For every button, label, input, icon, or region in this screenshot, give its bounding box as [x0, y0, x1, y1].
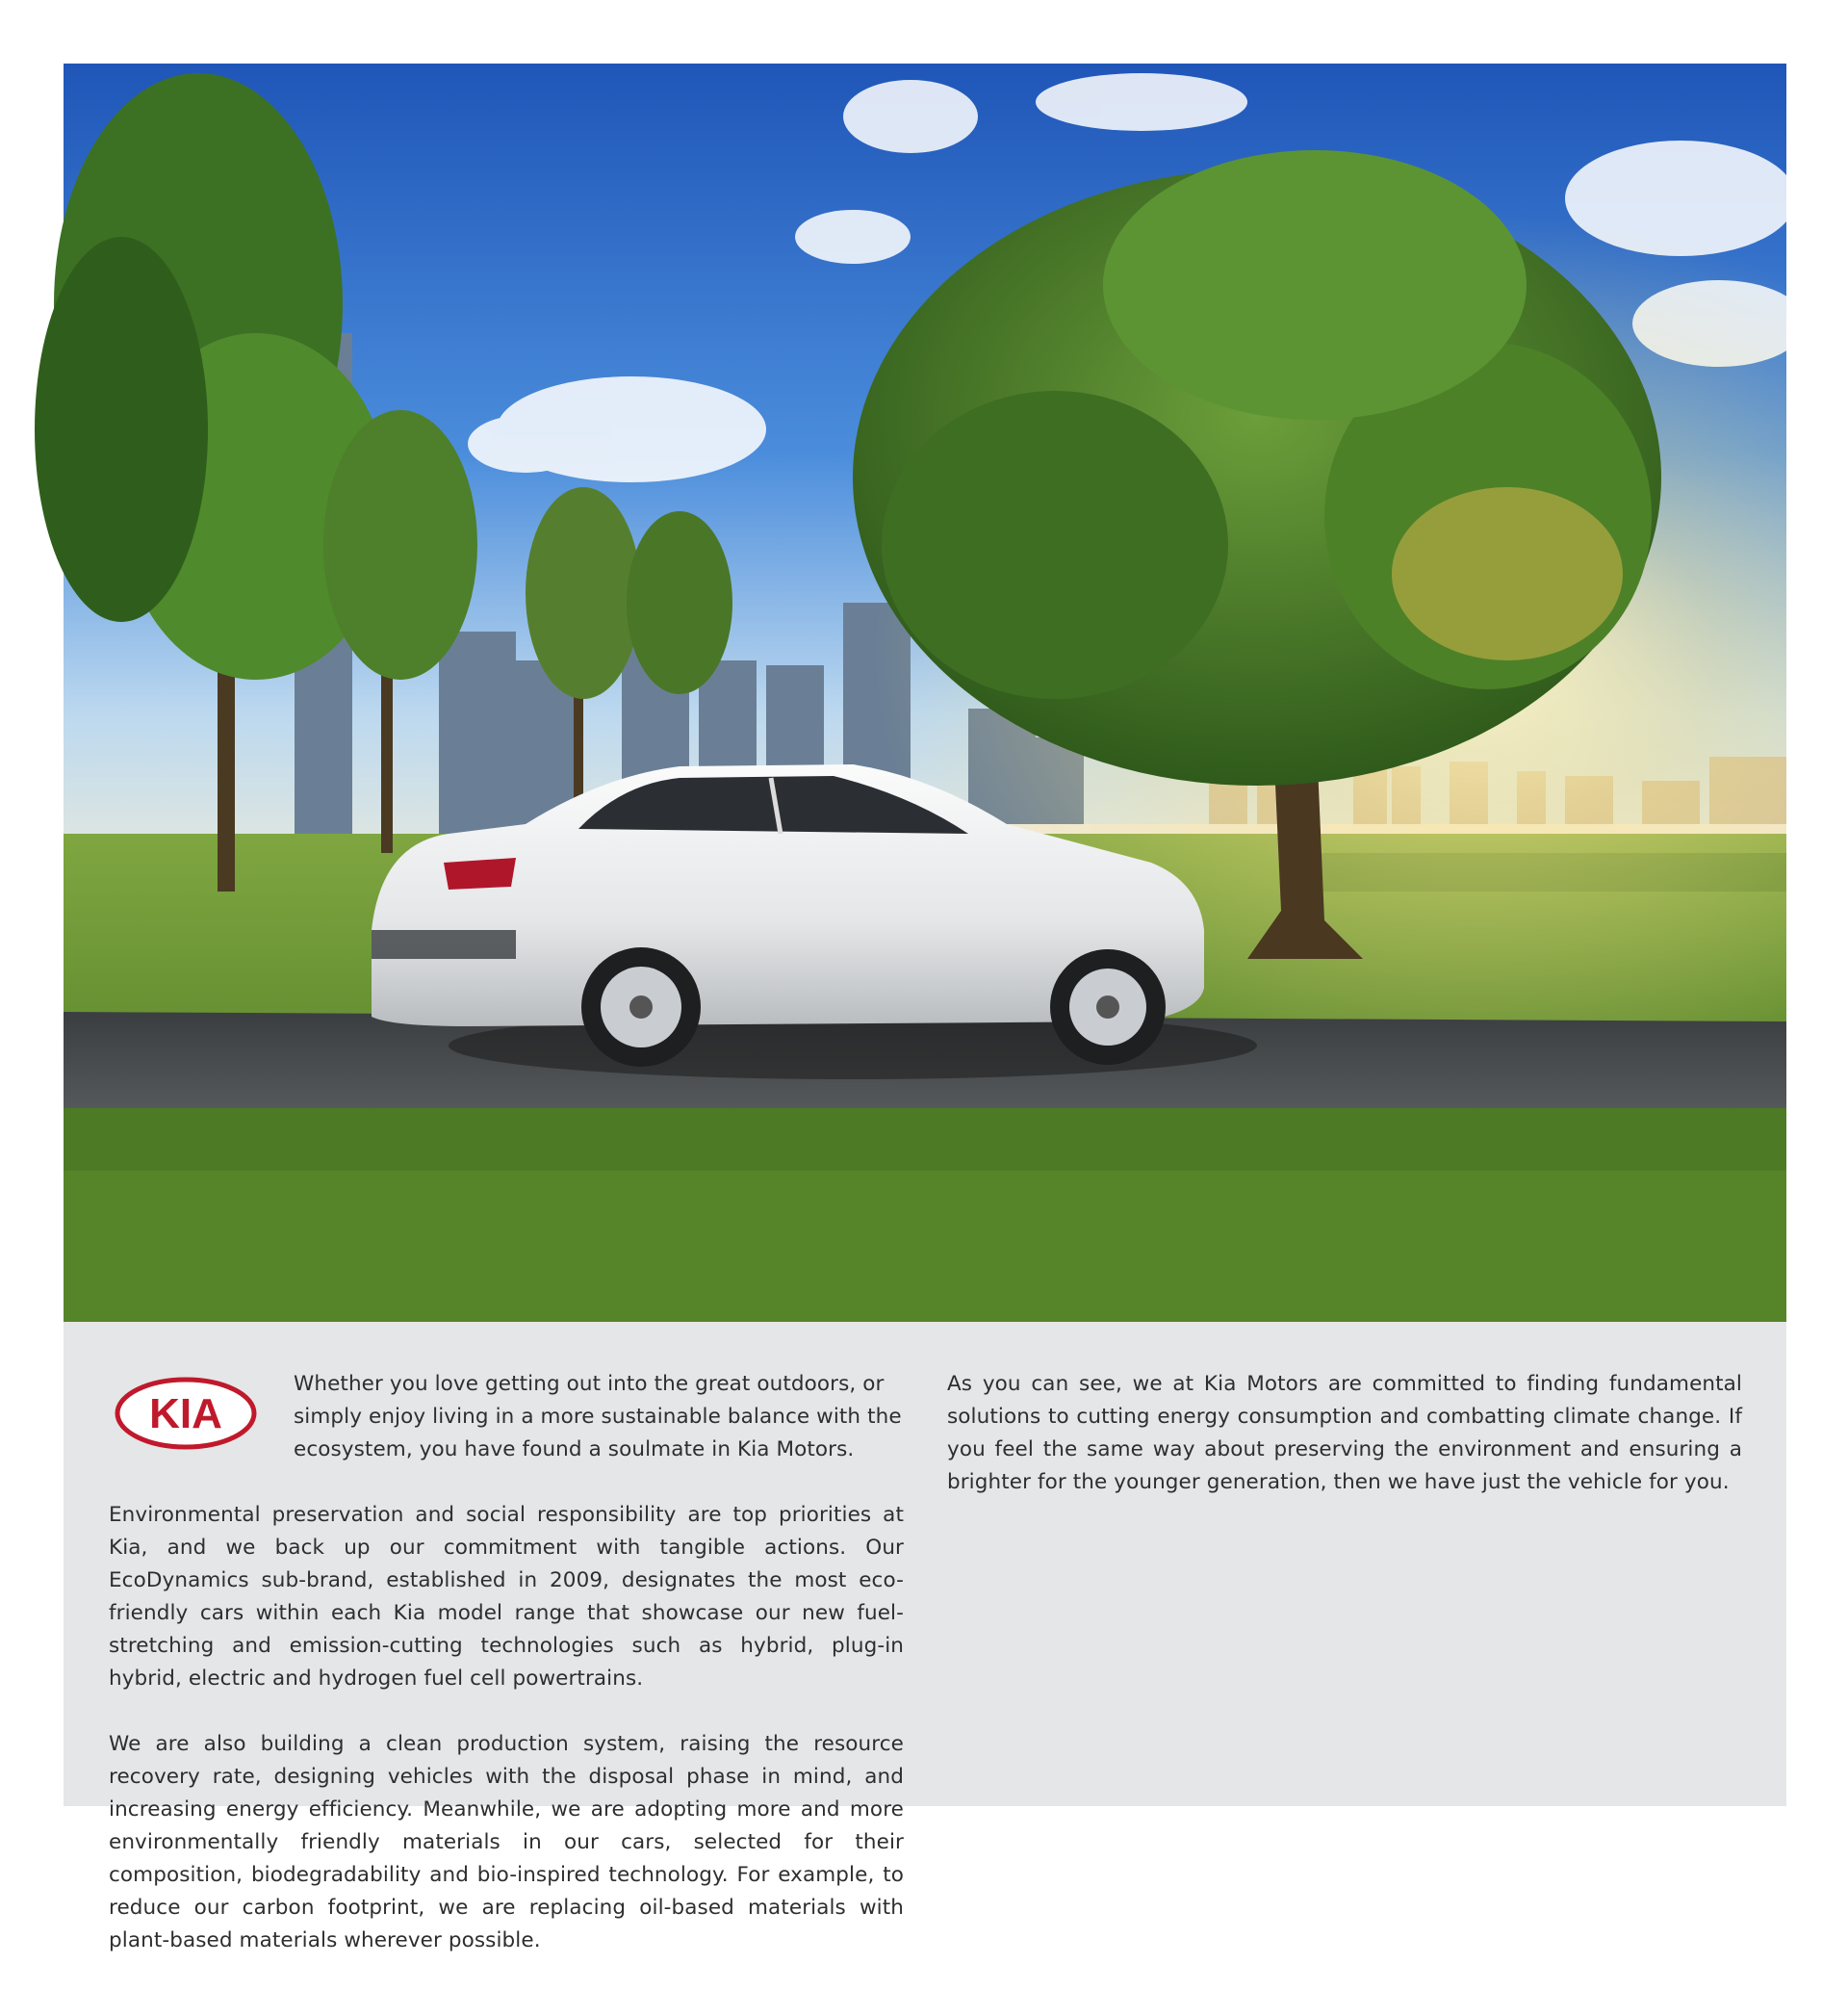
hero-illustration [64, 64, 1786, 1322]
intro-paragraph: Whether you love getting out into the great outdoors, or simply enjoy living in a more sustainable balance with the ecosystem, you have found a soulmate in Kia Motors. [294, 1372, 902, 1461]
text-column-right [947, 1368, 1742, 1532]
production-paragraph: We are also building a clean production system, raising the resource recovery rate, designing vehicles with the disposal phase in mind, and increasing energy efficiency. Meanwhile, we are adopting more and more environmentally friendly materials in our cars, selected for their composition, biodegradability and bio-inspired technology. For example, to reduce our carbon footprint, we are replacing oil-based materials with plant-based materials wherever possible. [109, 1732, 904, 1952]
environment-paragraph: Environmental preservation and social responsibility are top priorities at Kia, and we back up our commitment with tangible actions. Our EcoDynamics sub-brand, established in 2009, designates the most eco-friendly cars within each Kia model range that showcase our new fuel-stretching and emission-cutting technologies such as hybrid, plug-in hybrid, electric and hydrogen fuel cell powertrains. [109, 1503, 904, 1691]
brochure-page [64, 64, 1786, 1952]
text-column-left [109, 1368, 904, 1990]
hero-photo [64, 64, 1786, 1322]
logo-text: KIA [149, 1390, 222, 1437]
closing-paragraph: As you can see, we at Kia Motors are committed to finding fundamental solutions to cutting energy consumption and combatting climate change. If you feel the same way about preserving the environment and ensuring a brighter for the younger generation, then we have just the vehicle for you. [947, 1372, 1742, 1494]
text-panel [64, 1322, 1786, 1952]
